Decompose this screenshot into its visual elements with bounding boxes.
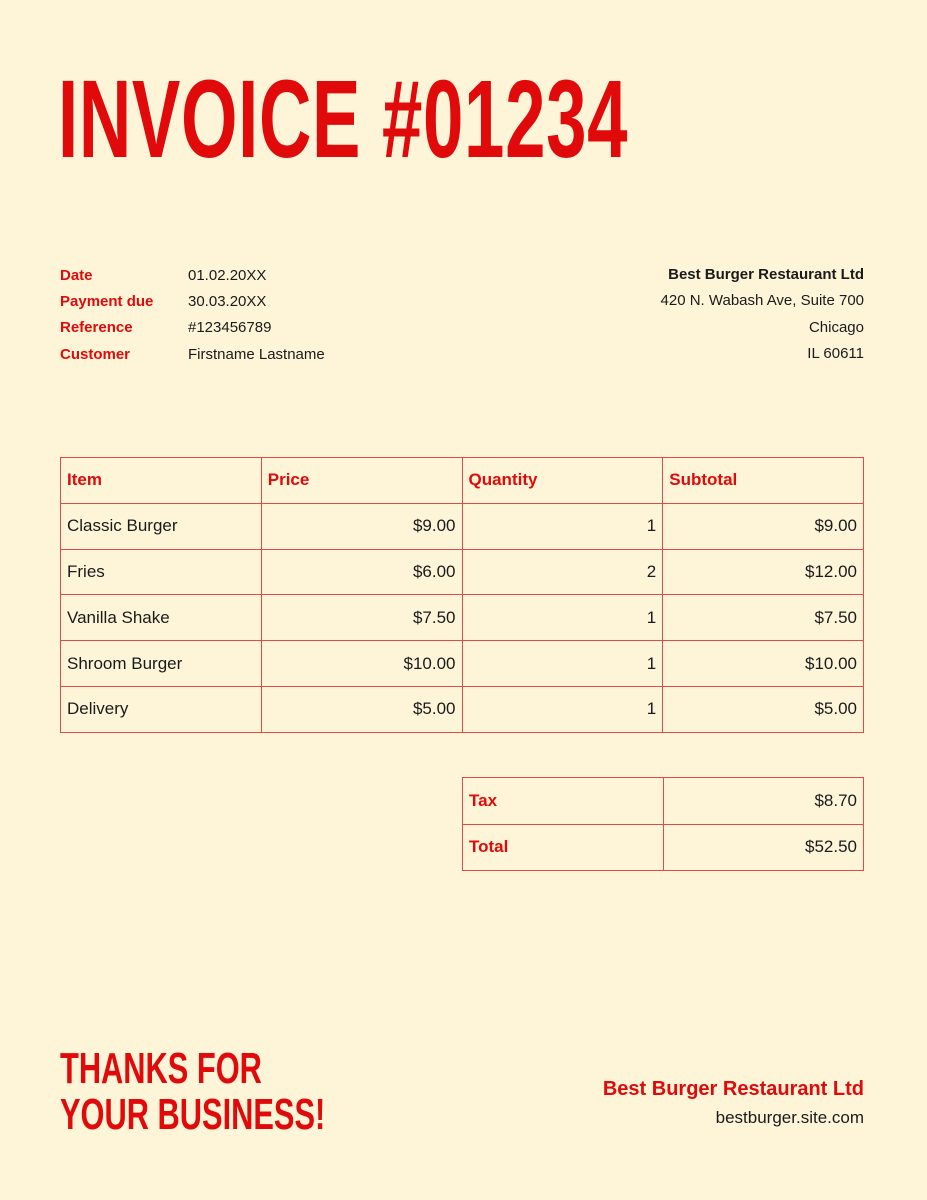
seller-city: Chicago [808,318,864,336]
item-price: $5.00 [261,686,462,732]
table-row [61,595,864,641]
seller-company: Best Burger Restaurant Ltd [668,266,864,283]
meta-row-date [60,262,325,288]
meta-label: Date [60,266,93,284]
seller-address [661,262,864,367]
item-name: Shroom Burger [61,641,262,687]
meta-value: #123456789 [188,319,272,337]
item-price: $6.00 [261,549,462,595]
table-row [61,686,864,732]
meta-row-payment-due [60,288,325,314]
item-price: $10.00 [261,641,462,687]
item-subtotal: $7.50 [663,595,864,641]
meta-value: Firstname Lastname [188,345,325,363]
header-subtotal: Subtotal [663,458,864,504]
footer-contact [603,1074,864,1132]
table-row [61,641,864,687]
table-header-row [61,458,864,504]
thanks-line-1: THANKS FOR [60,1044,262,1093]
item-name: Classic Burger [61,503,262,549]
meta-label: Customer [60,345,131,363]
item-name: Vanilla Shake [61,595,262,641]
seller-state-zip: IL 60611 [807,344,864,362]
meta-label: Reference [60,319,133,337]
seller-street: 420 N. Wabash Ave, Suite 700 [660,292,864,310]
footer-company: Best Burger Restaurant Ltd [602,1078,864,1100]
footer-website[interactable]: bestburger.site.com [715,1108,864,1127]
item-quantity: 2 [462,549,663,595]
totals-table [462,777,864,871]
header-price: Price [261,458,462,504]
item-quantity: 1 [462,686,663,732]
item-quantity: 1 [462,595,663,641]
header-item: Item [61,458,262,504]
invoice-title: INVOICE #01234 [58,58,629,181]
table-row [61,549,864,595]
total-value: $52.50 [663,824,864,871]
tax-value: $8.70 [663,778,864,825]
items-table [60,457,864,733]
item-name: Delivery [61,686,262,732]
thanks-message [60,1046,325,1138]
header-quantity: Quantity [462,458,663,504]
item-quantity: 1 [462,641,663,687]
item-subtotal: $10.00 [663,641,864,687]
item-subtotal: $9.00 [663,503,864,549]
invoice-meta [60,262,325,367]
meta-label: Payment due [60,292,154,310]
table-row [61,503,864,549]
tax-label: Tax [463,778,664,825]
item-price: $7.50 [261,595,462,641]
total-label: Total [463,824,664,871]
total-row [463,824,864,871]
item-price: $9.00 [261,503,462,549]
tax-row [463,778,864,825]
meta-row-customer [60,341,325,367]
item-subtotal: $5.00 [663,686,864,732]
meta-row-reference [60,315,325,341]
item-quantity: 1 [462,503,663,549]
item-name: Fries [61,549,262,595]
meta-value: 01.02.20XX [188,266,267,284]
item-subtotal: $12.00 [663,549,864,595]
meta-value: 30.03.20XX [188,292,267,310]
thanks-line-2: YOUR BUSINESS! [60,1090,326,1139]
